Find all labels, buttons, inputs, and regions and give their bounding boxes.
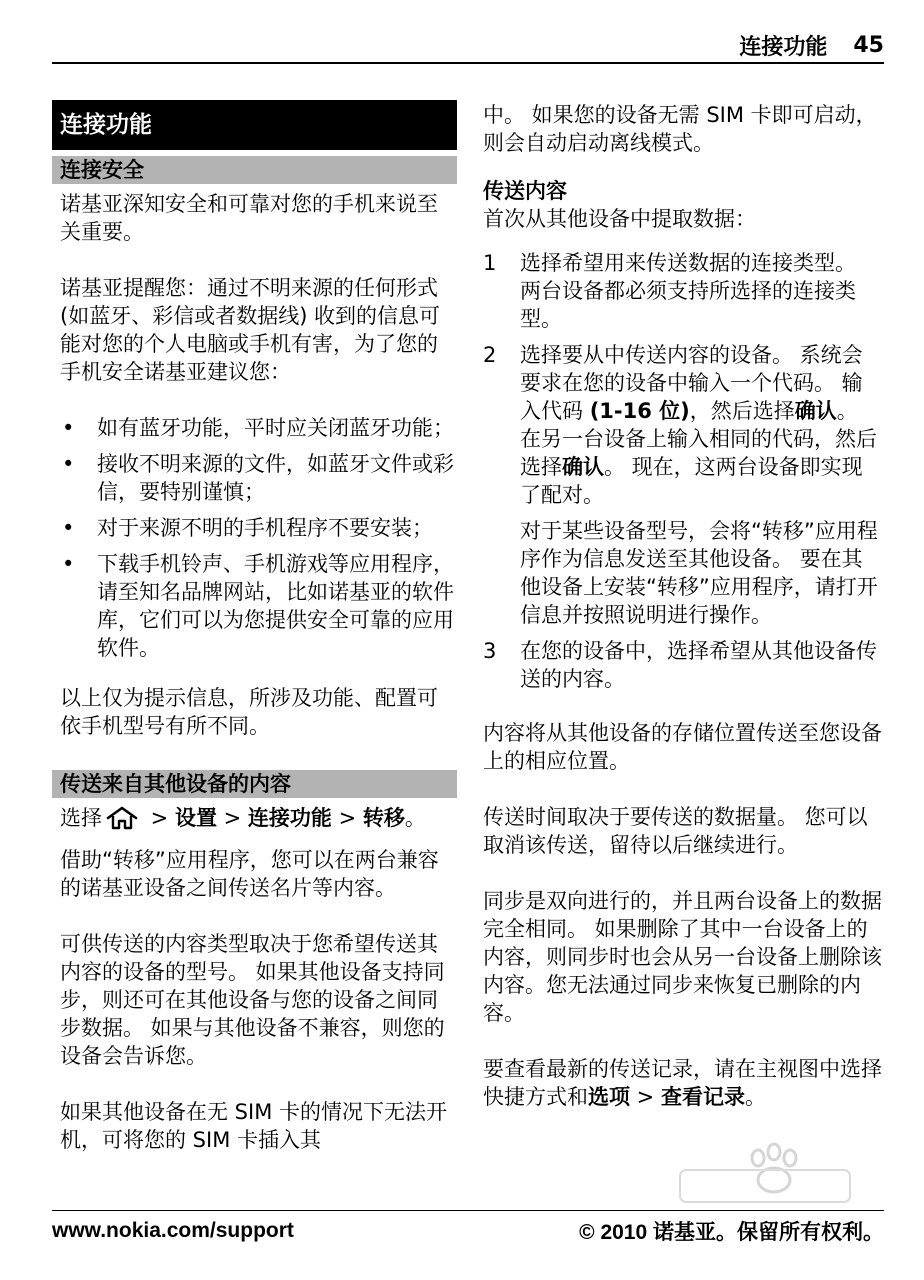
bullet-text: 下载手机铃声、手机游戏等应用程序，请至知名品牌网站，比如诺基亚的软件库，它们可以为您提供安全可靠的应用软件。: [97, 552, 454, 660]
options-label: 选项: [588, 1085, 630, 1109]
list-item: [52, 514, 457, 542]
nav-path: [52, 804, 457, 832]
support-url: www.nokia.com/support: [52, 1219, 294, 1242]
page-header: [52, 28, 884, 64]
step-text: 在您的设备中，选择希望从其他设备传送的内容。: [520, 639, 877, 691]
bullet-text: 接收不明来源的文件，如蓝牙文件或彩信，要特别谨慎；: [97, 452, 454, 504]
steps-list: [483, 249, 883, 693]
transfer-paragraph-3: 如果其他设备在无 SIM 卡的情况下无法开机，可将您的 SIM 卡插入其: [60, 1100, 447, 1152]
nav-connectivity: 连接功能: [247, 806, 332, 830]
step-number: 3: [483, 639, 497, 663]
nav-separator: >: [630, 1085, 661, 1109]
nav-separator: >: [216, 806, 248, 830]
list-item: [52, 550, 457, 662]
confirm-label: 确认: [562, 455, 604, 479]
log-end: 。: [744, 1085, 766, 1109]
intro-text: 首次从其他设备中提取数据：: [483, 207, 756, 231]
nav-end: 。: [404, 806, 426, 830]
step-text: 。 现在，这两台设备即实现了配对。: [520, 455, 863, 507]
paragraph-sync: 同步是双向进行的，并且两台设备上的数据完全相同。 如果删除了其中一台设备上的内容，则同步时也会从另一台设备上删除该内容。您无法通过同步来恢复已删除的内容。: [483, 889, 882, 1025]
nav-separator: >: [144, 806, 175, 830]
step-number: 1: [483, 251, 497, 275]
view-log-label: 查看记录: [660, 1085, 745, 1109]
transfer-paragraph-1: 借助“转移”应用程序，您可以在两台兼容的诺基亚设备之间传送名片等内容。: [60, 848, 439, 900]
list-item: [483, 637, 883, 693]
step-text: 。 在另一台设备上输入相同的代码，然后选择: [520, 399, 877, 479]
bullet-symbol: •: [62, 516, 75, 540]
baidu-jingyan-watermark: [660, 1140, 880, 1215]
confirm-label: 确认: [794, 399, 837, 423]
transfer-paragraph-2: 可供传送的内容类型取决于您希望传送其内容的设备的型号。 如果其他设备支持同步，则还可在其他设备与您的设备之间同步数据。 如果与其他设备不兼容，则您的设备会告诉您。: [60, 932, 445, 1068]
step-note: 对于某些设备型号，会将“转移”应用程序作为信息发送至其他设备。 要在其他设备上安装“转移”应用程序，请打开信息并按照说明进行操作。: [520, 519, 878, 627]
list-item: [52, 414, 457, 442]
list-item: [483, 341, 883, 629]
paragraph-duration: 传送时间取决于要传送的数据量。 您可以取消该传送，留待以后继续进行。: [483, 805, 868, 857]
page-footer: [52, 1210, 884, 1251]
continued-paragraph: 中。 如果您的设备无需 SIM 卡即可启动，则会自动启动离线模式。: [483, 103, 877, 155]
right-column: [483, 101, 883, 1111]
nav-settings: 设置: [174, 806, 217, 830]
step-text: ，然后选择: [689, 399, 795, 423]
security-paragraph-2: 诺基亚提醒您：通过不明来源的任何形式 (如蓝牙、彩信或者数据线) 收到的信息可能对您的个人电脑或手机有害，为了您的手机安全诺基亚建议您：: [60, 276, 441, 384]
list-item: [483, 249, 883, 333]
section-heading-transfer: 传送来自其他设备的内容: [52, 770, 457, 798]
nav-select-text: 选择: [60, 806, 102, 830]
paragraph-log: [483, 1055, 883, 1111]
nav-switch: 转移: [362, 806, 405, 830]
step-number: 2: [483, 343, 497, 367]
log-text: 要查看最新的传送记录，请在主视图中选择快捷方式和: [483, 1057, 882, 1109]
section-heading-security: 连接安全: [52, 156, 457, 184]
copyright: © 2010 诺基亚。保留所有权利。: [579, 1221, 884, 1244]
chapter-title: 连接功能: [52, 100, 457, 150]
bullet-symbol: •: [62, 552, 75, 576]
list-item: [52, 450, 457, 506]
security-paragraph-1: 诺基亚深知安全和可靠对您的手机来说至关重要。: [60, 192, 438, 244]
step-text: 选择要从中传送内容的设备。 系统会要求在您的设备中输入一个代码。 输入代码: [520, 343, 863, 423]
header-title: 连接功能: [739, 34, 828, 60]
security-paragraph-3: 以上仅为提示信息，所涉及功能、配置可依手机型号有所不同。: [60, 686, 438, 738]
home-icon: [104, 805, 140, 831]
left-column: [52, 100, 457, 1154]
paragraph-storage: 内容将从其他设备的存储位置传送至您设备上的相应位置。: [483, 721, 882, 773]
nav-separator: >: [331, 806, 363, 830]
bullet-text: 对于来源不明的手机程序不要安装；: [97, 516, 433, 540]
bullet-symbol: •: [62, 452, 75, 476]
page-number: 45: [853, 32, 884, 58]
subheading-transfer-content: 传送内容: [483, 179, 567, 203]
bullet-text: 如有蓝牙功能，平时应关闭蓝牙功能；: [97, 416, 454, 440]
code-range: (1-16 位): [589, 399, 690, 423]
step-text: 选择希望用来传送数据的连接类型。 两台设备都必须支持所选择的连接类型。: [520, 251, 856, 331]
security-bullet-list: [52, 414, 457, 662]
bullet-symbol: •: [62, 416, 75, 440]
